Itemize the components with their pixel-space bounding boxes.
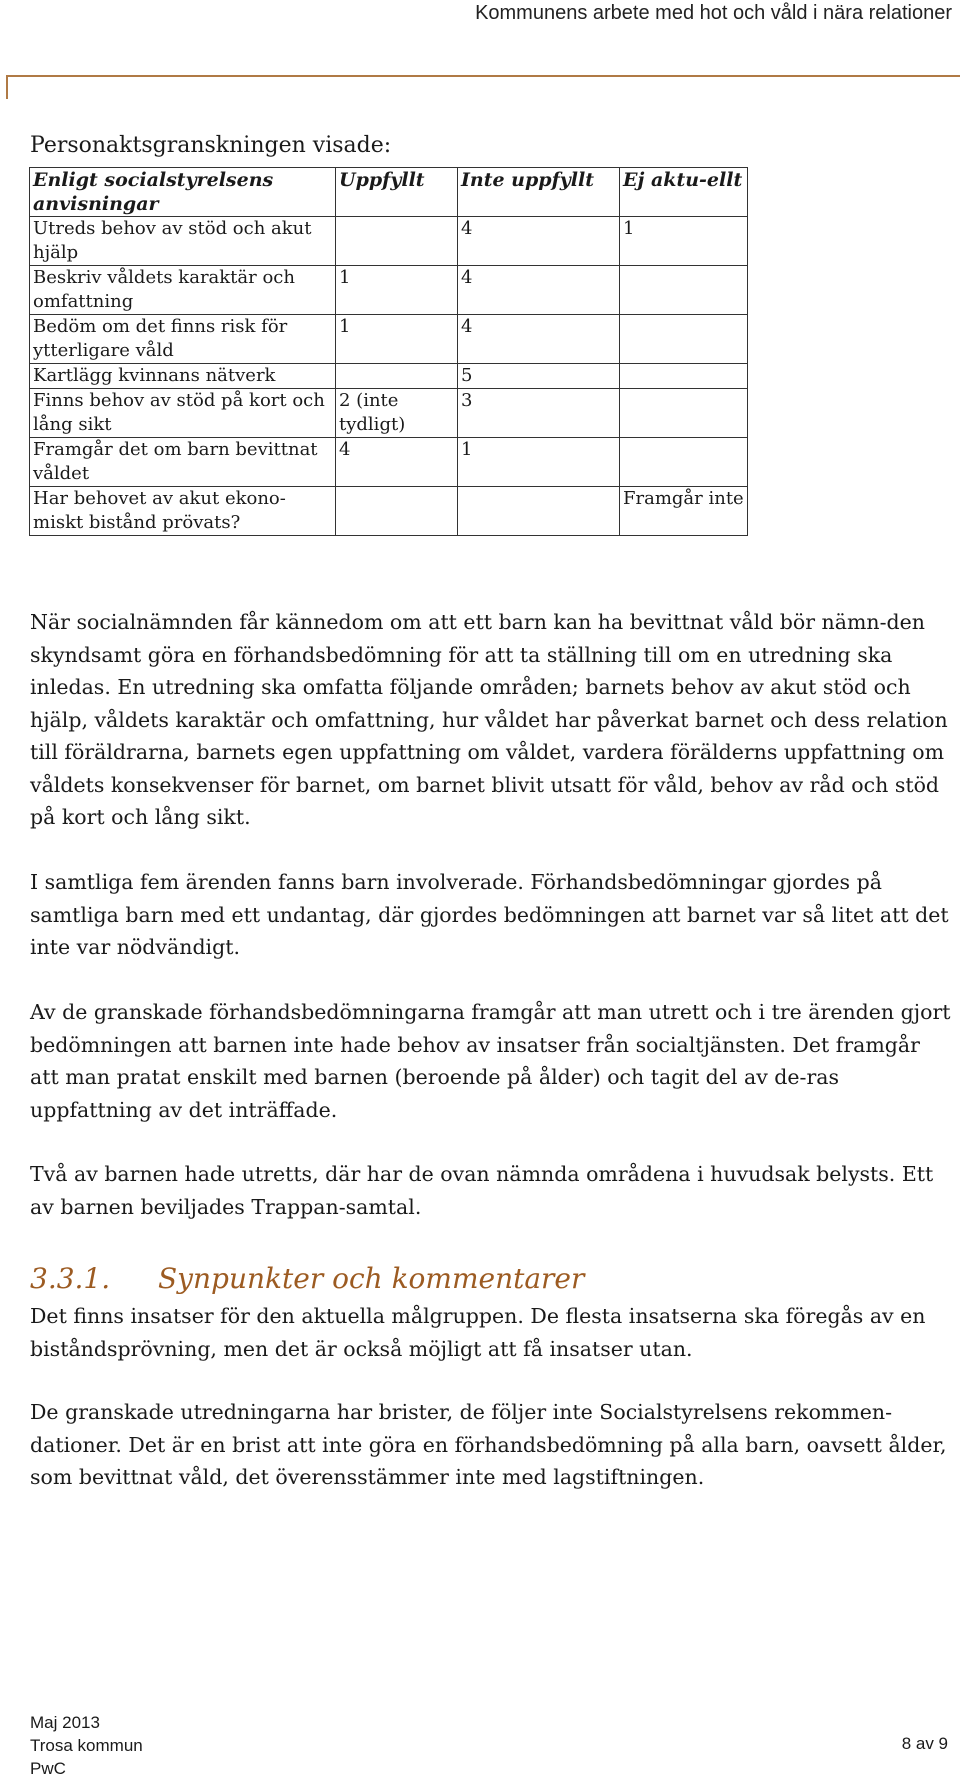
- paragraph-assessments: Av de granskade förhandsbedömningarna framgår att man utrett och i tre ärenden gjort bedömningen att barnen inte hade behov av insatser från socialtjänsten. Det framgår att man pratat enskilt med barnen (beroende på ålder) och tagit del av de-ras uppfattning av det inträffade.: [30, 1000, 951, 1122]
- table-cell: [336, 364, 458, 389]
- table-row: [30, 389, 748, 438]
- running-header-title: Kommunens arbete med hot och våld i nära relationer: [475, 2, 952, 24]
- header-rule: [6, 75, 960, 77]
- table-cell: 4: [458, 315, 620, 364]
- table-cell: 1: [620, 217, 748, 266]
- table-cell: [458, 487, 620, 536]
- table-cell: 1: [336, 315, 458, 364]
- section-number: 3.3.1.: [30, 1262, 111, 1295]
- table-cell: 1: [336, 266, 458, 315]
- footer-firm: PwC: [30, 1759, 66, 1778]
- table-cell: Har behovet av akut ekono-miskt bistånd prövats?: [30, 487, 336, 536]
- table-header-row: [30, 168, 748, 217]
- paragraph-services: Det finns insatser för den aktuella målgruppen. De flesta insatserna ska föregås av en biståndsprövning, men det är också möjligt att få insatser utan.: [30, 1304, 926, 1361]
- table-cell: [620, 389, 748, 438]
- table-row: [30, 364, 748, 389]
- review-table: [29, 167, 748, 536]
- footer-organisation: Trosa kommun: [30, 1736, 143, 1755]
- column-header: Inte uppfyllt: [458, 168, 620, 217]
- column-header: Uppfyllt: [336, 168, 458, 217]
- paragraph-child-witness: När socialnämnden får kännedom om att ett barn kan ha bevittnat våld bör nämn-den skyndsamt göra en förhandsbedömning för att ta ställning till om en utredning ska inledas. En utredning ska omfatta följande områden; barnets behov av akut stöd och hjälp, våldets karaktär och omfattning, hur våldet har påverkat barnet och dess relation till föräldrarna, barnets egen uppfattning om våldet, vardera förälderns uppfattning om våldets konsekvenser för barnet, om barnet blivit utsatt för våld, behov av råd och stöd på kort och lång sikt.: [30, 610, 948, 829]
- table-row: [30, 438, 748, 487]
- table-cell: Utreds behov av stöd och akut hjälp: [30, 217, 336, 266]
- table-row: [30, 487, 748, 536]
- page-number: 8 av 9: [901, 1734, 948, 1753]
- table-cell: [336, 217, 458, 266]
- page-footer: [30, 1711, 143, 1780]
- table-cell: 4: [458, 217, 620, 266]
- table-cell: [620, 266, 748, 315]
- column-header: Ej aktu-ellt: [620, 168, 748, 217]
- table-cell: Beskriv våldets karaktär och omfattning: [30, 266, 336, 315]
- table-cell: Finns behov av stöd på kort och lång sikt: [30, 389, 336, 438]
- table-row: [30, 315, 748, 364]
- table-intro: Personaktsgranskningen visade:: [30, 133, 392, 158]
- table-cell: 2 (inte tydligt): [336, 389, 458, 438]
- footer-date: Maj 2013: [30, 1713, 100, 1732]
- table-cell: Framgår det om barn bevittnat våldet: [30, 438, 336, 487]
- table-cell: [620, 438, 748, 487]
- table-cell: 3: [458, 389, 620, 438]
- section-heading: [30, 1262, 584, 1295]
- table-row: [30, 266, 748, 315]
- table-cell: Framgår inte: [620, 487, 748, 536]
- paragraph-cases: I samtliga fem ärenden fanns barn involverade. Förhandsbedömningar gjordes på samtliga barn med ett undantag, där gjordes bedömningen att barnet var så litet att det inte var nödvändigt.: [30, 870, 949, 959]
- table-cell: [620, 364, 748, 389]
- section-title: Synpunkter och kommentarer: [158, 1262, 585, 1295]
- table-cell: Bedöm om det finns risk för ytterligare våld: [30, 315, 336, 364]
- header-rule-corner: [6, 75, 8, 99]
- paragraph-deficiencies: De granskade utredningarna har brister, de följer inte Socialstyrelsens rekommen-dationer. Det är en brist att inte göra en förhandsbedömning på alla barn, oavsett ålder, som bevittnat våld, det överensstämmer inte med lagstiftningen.: [30, 1400, 947, 1489]
- table-row: [30, 217, 748, 266]
- table-cell: Kartlägg kvinnans nätverk: [30, 364, 336, 389]
- table-cell: [336, 487, 458, 536]
- column-header: Enligt socialstyrelsens anvisningar: [30, 168, 336, 217]
- table-cell: 5: [458, 364, 620, 389]
- paragraph-investigated: Två av barnen hade utretts, där har de ovan nämnda områdena i huvudsak belysts. Ett av barnen beviljades Trappan-samtal.: [30, 1162, 934, 1219]
- table-cell: 4: [458, 266, 620, 315]
- table-cell: [620, 315, 748, 364]
- table-cell: 1: [458, 438, 620, 487]
- table-cell: 4: [336, 438, 458, 487]
